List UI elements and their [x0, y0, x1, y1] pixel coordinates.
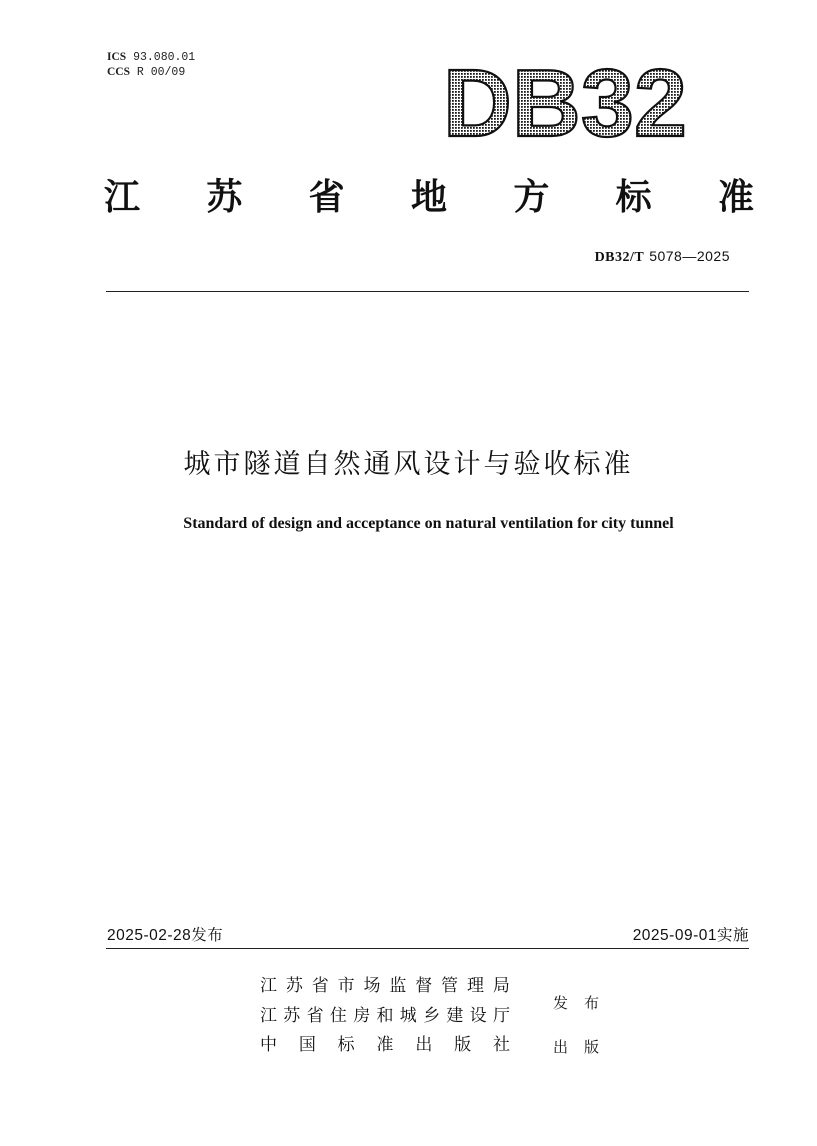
issue-date-value: 2025-02-28 [107, 927, 192, 944]
role-char: 发 [553, 994, 569, 1012]
publisher-char: 管 [441, 976, 459, 996]
publisher-char: 和 [376, 1006, 394, 1026]
standard-type-char: 方 [513, 177, 550, 218]
publisher-char: 国 [298, 1035, 316, 1055]
publisher-char: 市 [337, 976, 355, 996]
ics-label: ICS [107, 51, 127, 63]
publisher-char: 省 [306, 1006, 324, 1026]
issue-date [107, 925, 223, 946]
implementation-date-label: 实施 [716, 926, 749, 944]
implementation-date [633, 925, 749, 946]
standard-type-heading [104, 178, 754, 218]
role-char: 布 [583, 994, 599, 1012]
publisher-char: 局 [492, 976, 510, 996]
publisher-char: 乡 [423, 1006, 441, 1026]
standard-number-rest: 5078—2025 [649, 248, 730, 264]
role-print [553, 1037, 599, 1057]
publisher-char: 版 [454, 1035, 472, 1055]
publisher-char: 监 [389, 976, 407, 996]
role-char: 出 [553, 1038, 569, 1056]
role-issue [553, 993, 599, 1013]
standard-number-prefix: DB32/T [594, 250, 645, 265]
publisher-char: 标 [337, 1035, 355, 1055]
issue-date-label: 发布 [191, 926, 224, 944]
title-english: Standard of design and acceptance on natural ventilation for city tunnel [183, 515, 674, 532]
standard-type-char: 准 [717, 177, 754, 218]
ics-code: 93.080.01 [133, 51, 196, 64]
publisher-line [260, 1034, 510, 1056]
publisher-char: 督 [415, 976, 433, 996]
ccs-label: CCS [107, 66, 131, 78]
standard-type-char: 苏 [206, 177, 243, 218]
ccs-line [107, 65, 195, 80]
publisher-char: 建 [446, 1006, 464, 1026]
top-divider [106, 291, 749, 292]
publisher-char: 准 [376, 1035, 394, 1055]
publisher-char: 江 [260, 976, 277, 996]
publisher-char: 社 [492, 1035, 510, 1055]
implementation-date-value: 2025-09-01 [632, 927, 717, 944]
standard-type-char: 江 [104, 177, 141, 218]
publisher-char: 厅 [492, 1006, 510, 1026]
publisher-char: 理 [467, 976, 484, 996]
db32-logo [440, 52, 690, 144]
ics-line [107, 50, 195, 65]
bottom-divider [106, 948, 749, 949]
standard-type-char: 地 [410, 177, 447, 218]
publisher-char: 出 [415, 1035, 433, 1055]
standard-type-char: 省 [308, 177, 345, 218]
classification-codes [107, 50, 195, 80]
logo-text: DB32 [443, 52, 687, 144]
publisher-char: 中 [260, 1035, 277, 1055]
role-char: 版 [583, 1038, 599, 1056]
publisher-char: 城 [399, 1006, 417, 1026]
publisher-char: 省 [311, 976, 329, 996]
ccs-code: R 00/09 [136, 66, 186, 79]
standard-type-char: 标 [615, 177, 652, 218]
title-chinese: 城市隧道自然通风设计与验收标准 [183, 449, 634, 480]
publisher-line [260, 1005, 510, 1027]
publisher-char: 房 [353, 1006, 371, 1026]
publisher-char: 苏 [283, 1006, 301, 1026]
publisher-char: 场 [363, 976, 381, 996]
publisher-line [260, 975, 510, 997]
publisher-char: 住 [329, 1006, 347, 1026]
publisher-char: 苏 [285, 976, 303, 996]
publisher-char: 设 [469, 1006, 487, 1026]
standard-number [595, 247, 730, 267]
publisher-char: 江 [260, 1006, 277, 1026]
